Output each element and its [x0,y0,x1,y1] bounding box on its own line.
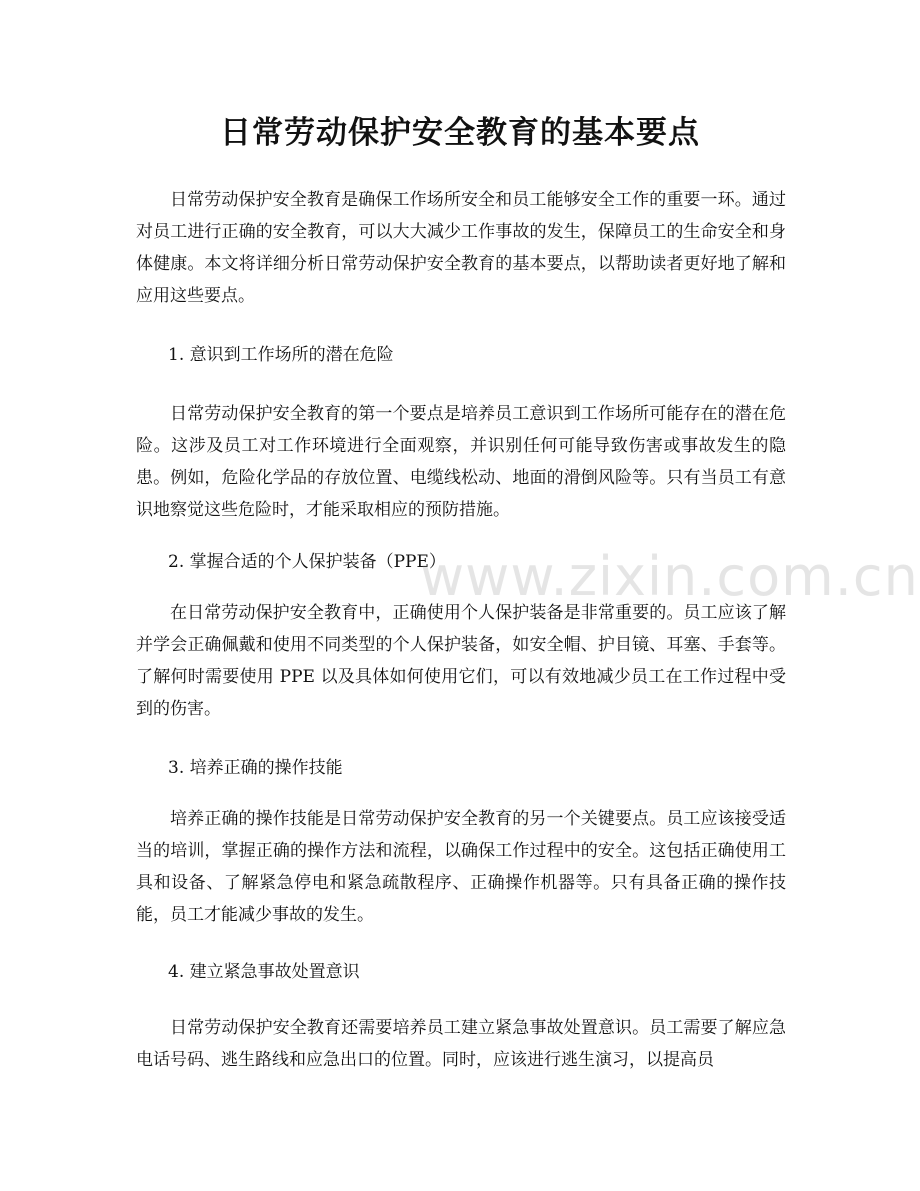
section-heading-3: 3. 培养正确的操作技能 [168,758,343,778]
section-body-3: 培养正确的操作技能是日常劳动保护安全教育的另一个关键要点。员工应该接受适当的培训，掌握正确的操作方法和流程，以确保工作过程中的安全。这包括正确使用工具和设备、了解紧急停电和紧急疏散程序、正确操作机器等。只有具备正确的操作技能，员工才能减少事故的发生。 [136,809,786,925]
page-title: 日常劳动保护安全教育的基本要点 [220,115,700,151]
watermark-text: www.zixin.com.cn [420,545,919,608]
section-heading-1: 1. 意识到工作场所的潜在危险 [168,345,394,365]
section-heading-2: 2. 掌握合适的个人保护装备（PPE） [168,552,446,572]
section-body-2: 在日常劳动保护安全教育中，正确使用个人保护装备是非常重要的。员工应该了解并学会正确佩戴和使用不同类型的个人保护装备，如安全帽、护目镜、耳塞、手套等。了解何时需要使用 PPE 以及具体如何使用它们，可以有效地减少员工在工作过程中受到的伤害。 [136,603,786,719]
section-body-1: 日常劳动保护安全教育的第一个要点是培养员工意识到工作场所可能存在的潜在危险。这涉及员工对工作环境进行全面观察，并识别任何可能导致伤害或事故发生的隐患。例如，危险化学品的存放位置、电缆线松动、地面的滑倒风险等。只有当员工有意识地察觉这些危险时，才能采取相应的预防措施。 [136,404,786,520]
intro-paragraph: 日常劳动保护安全教育是确保工作场所安全和员工能够安全工作的重要一环。通过对员工进行正确的安全教育，可以大大减少工作事故的发生，保障员工的生命安全和身体健康。本文将详细分析日常劳动保护安全教育的基本要点，以帮助读者更好地了解和应用这些要点。 [136,190,786,306]
section-body-4: 日常劳动保护安全教育还需要培养员工建立紧急事故处置意识。员工需要了解应急电话号码、逃生路线和应急出口的位置。同时，应该进行逃生演习，以提高员 [136,1018,786,1070]
section-heading-4: 4. 建立紧急事故处置意识 [168,962,360,982]
